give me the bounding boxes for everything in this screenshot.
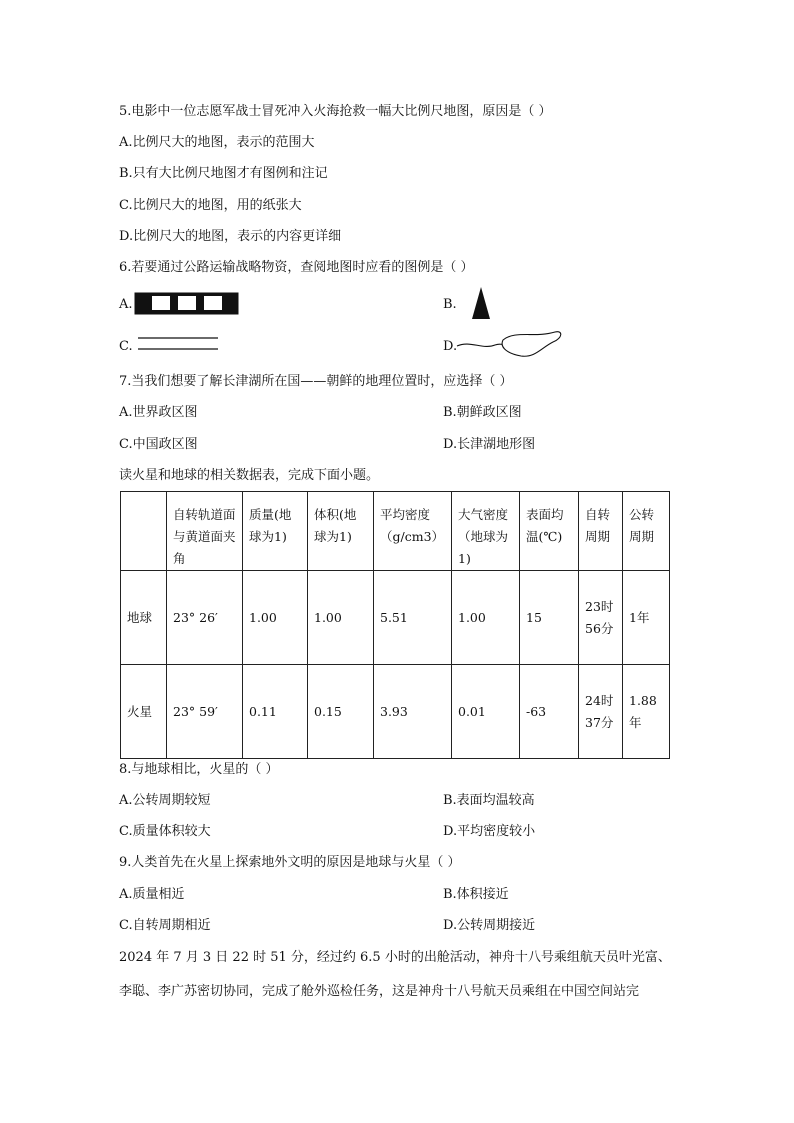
table-cell: 23时56分 — [579, 571, 623, 665]
q8-stem: 8.与地球相比，火星的（ ） — [119, 762, 279, 777]
table-cell: 24时37分 — [579, 665, 623, 759]
q9-option-a: A.质量相近 — [119, 887, 185, 902]
passage-line-2: 李聪、李广苏密切协同，完成了舱外巡检任务，这是神舟十八号航天员乘组在中国空间站完 — [119, 984, 640, 999]
river-lake-icon — [455, 326, 565, 362]
q6-label-a: A. — [119, 297, 133, 312]
q5-stem: 5.电影中一位志愿军战士冒死冲入火海抢救一幅大比例尺地图，原因是（ ） — [119, 104, 552, 119]
railway-symbol-icon — [134, 292, 240, 316]
q7-option-c: C.中国政区图 — [119, 437, 198, 452]
q6-label-d: D. — [443, 339, 458, 354]
q6-stem: 6.若要通过公路运输战略物资，查阅地图时应看的图例是（ ） — [119, 260, 474, 275]
table-row — [121, 571, 670, 665]
table-cell: 1年 — [623, 571, 670, 665]
table-cell: 0.15 — [308, 665, 374, 759]
table-cell: -63 — [520, 665, 579, 759]
table-cell: 0.11 — [243, 665, 308, 759]
header-cell: 体积(地球为1) — [308, 492, 374, 571]
passage-line-1: 2024 年 7 月 3 日 22 时 51 分，经过约 6.5 小时的出舱活动，神舟十八号乘组航天员叶光富、 — [119, 950, 671, 965]
header-cell: 质量(地球为1) — [243, 492, 308, 571]
q6-label-b: B. — [443, 297, 457, 312]
table-cell: 3.93 — [374, 665, 452, 759]
q7-option-b: B.朝鲜政区图 — [443, 405, 522, 420]
q7-stem: 7.当我们想要了解长津湖所在国——朝鲜的地理位置时，应选择（ ） — [119, 374, 513, 389]
header-cell: 自转轨道面与黄道面夹角 — [167, 492, 243, 571]
q7-option-a: A.世界政区图 — [119, 405, 198, 420]
q6-label-c: C. — [119, 339, 133, 354]
q8-option-a: A.公转周期较短 — [119, 793, 211, 808]
mars-earth-table — [120, 491, 670, 759]
q9-option-d: D.公转周期接近 — [443, 918, 536, 933]
q9-option-b: B.体积接近 — [443, 887, 509, 902]
header-cell: 平均密度（g/cm3） — [374, 492, 452, 571]
table-cell: 15 — [520, 571, 579, 665]
header-cell: 自转周期 — [579, 492, 623, 571]
q9-option-c: C.自转周期相近 — [119, 918, 211, 933]
table-intro: 读火星和地球的相关数据表，完成下面小题。 — [119, 468, 380, 483]
q5-option-d: D.比例尺大的地图，表示的内容更详细 — [119, 229, 342, 244]
header-cell — [121, 492, 167, 571]
q9-stem: 9.人类首先在火星上探索地外文明的原因是地球与火星（ ） — [119, 855, 461, 870]
table-cell: 23° 59′ — [167, 665, 243, 759]
q8-option-d: D.平均密度较小 — [443, 824, 536, 839]
header-cell: 表面均温(℃) — [520, 492, 579, 571]
table-cell: 1.00 — [452, 571, 520, 665]
row-label: 火星 — [121, 665, 167, 759]
q5-option-a: A.比例尺大的地图，表示的范围大 — [119, 135, 315, 150]
header-cell: 大气密度（地球为1) — [452, 492, 520, 571]
table-header-row — [121, 492, 670, 571]
q5-option-c: C.比例尺大的地图，用的纸张大 — [119, 198, 302, 213]
row-label: 地球 — [121, 571, 167, 665]
q5-option-b: B.只有大比例尺地图才有图例和注记 — [119, 166, 328, 181]
q8-option-b: B.表面均温较高 — [443, 793, 535, 808]
table-cell: 5.51 — [374, 571, 452, 665]
table-row — [121, 665, 670, 759]
header-cell: 公转周期 — [623, 492, 670, 571]
table-cell: 23° 26′ — [167, 571, 243, 665]
table-cell: 1.00 — [243, 571, 308, 665]
q8-option-c: C.质量体积较大 — [119, 824, 211, 839]
mountain-peak-icon — [470, 285, 492, 321]
road-symbol-icon — [138, 335, 220, 353]
table-cell: 0.01 — [452, 665, 520, 759]
table-cell: 1.00 — [308, 571, 374, 665]
table-cell: 1.88年 — [623, 665, 670, 759]
q7-option-d: D.长津湖地形图 — [443, 437, 536, 452]
